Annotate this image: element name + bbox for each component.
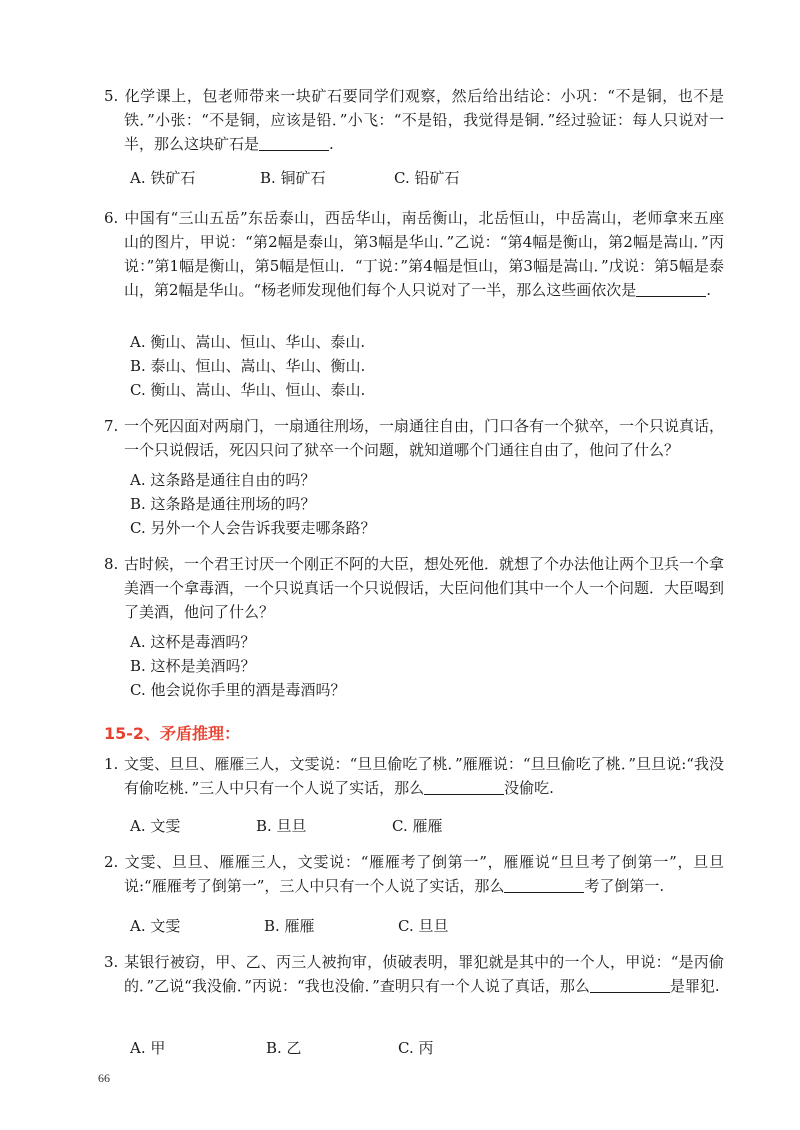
option-b: B. 雁雁 — [264, 917, 315, 935]
question-number: 8. — [104, 555, 119, 573]
option-c: C. 旦旦 — [398, 917, 449, 935]
answer-blank[interactable] — [259, 134, 329, 151]
option-c: C. 另外一个人会告诉我要走哪条路？ — [130, 519, 376, 537]
question-text-end: 考了倒第一. — [584, 877, 665, 895]
question-number: 5. — [104, 87, 119, 105]
option-a: A. 铁矿石 — [130, 169, 196, 187]
question-text-end: 没偷吃. — [504, 779, 554, 797]
question-number: 1. — [104, 755, 119, 773]
question-text: 文雯、旦旦、雁雁三人，文雯说：“雁雁考了倒第一”，雁雁说“旦旦考了倒第一”，旦旦说:“雁雁考了倒第一”，三人中只有一个人说了实话，那么 — [124, 853, 724, 895]
option-c: C. 他会说你手里的酒是毒酒吗？ — [130, 681, 346, 699]
answer-blank[interactable] — [504, 876, 584, 893]
section-question-1 — [104, 752, 724, 800]
option-a: A. 这杯是毒酒吗？ — [130, 633, 256, 651]
answer-blank[interactable] — [590, 976, 670, 993]
question-7-options — [130, 468, 690, 540]
section-question-2 — [104, 850, 724, 898]
section-question-1-options — [130, 814, 690, 838]
option-b: B. 这杯是美酒吗？ — [130, 657, 256, 675]
question-text: 古时候，一个君王讨厌一个刚正不阿的大臣，想处死他．就想了个办法他让两个卫兵一个拿美酒一个拿毒酒，一个只说真话一个只说假话，大臣问他们其中一个人一个问题．大臣喝到了美酒，他问了什么？ — [124, 555, 725, 621]
question-text-end: . — [329, 135, 334, 153]
option-b: B. 这条路是通往刑场的吗？ — [130, 495, 316, 513]
question-number: 2. — [104, 853, 119, 871]
option-b: B. 铜矿石 — [260, 169, 326, 187]
question-number: 6. — [104, 209, 119, 227]
option-a: A. 甲 — [130, 1039, 166, 1057]
question-7 — [104, 414, 724, 462]
option-a: A. 这条路是通往自由的吗？ — [130, 471, 316, 489]
option-b: B. 泰山、恒山、嵩山、华山、衡山. — [130, 357, 366, 375]
question-number: 7. — [104, 417, 119, 435]
question-text: 一个死囚面对两扇门，一扇通往刑场，一扇通往自由，门口各有一个狱卒，一个只说真话，一个只说假话，死囚只问了狱卒一个问题，就知道哪个门通往自由了，他问了什么？ — [124, 417, 725, 459]
question-text-end: 是罪犯. — [669, 977, 720, 995]
answer-blank[interactable] — [636, 280, 706, 297]
section-question-3-options — [130, 1036, 690, 1060]
option-c: C. 铅矿石 — [394, 169, 460, 187]
option-c: C. 衡山、嵩山、华山、恒山、泰山. — [130, 381, 366, 399]
option-b: B. 旦旦 — [256, 817, 307, 835]
question-8 — [104, 552, 724, 624]
question-text: 某银行被窃，甲、乙、丙三人被拘审，侦破表明，罪犯就是其中的一个人，甲说：“是丙偷的．”乙说“我没偷．”丙说：“我也没偷．”查明只有一个人说了真话，那么 — [124, 953, 724, 995]
question-text-end: . — [706, 281, 711, 299]
option-a: A. 衡山、嵩山、恒山、华山、泰山. — [130, 333, 366, 351]
section-title: 15-2、矛盾推理： — [104, 724, 241, 743]
question-text: 化学课上，包老师带来一块矿石要同学们观察，然后给出结论：小巩：“不是铜，也不是铁．”小张：“不是铜，应该是铅．”小飞：“不是铅，我觉得是铜．”经过验证：每人只说对一半，那么这块矿石是 — [124, 87, 724, 153]
option-b: B. 乙 — [266, 1039, 302, 1057]
answer-blank[interactable] — [424, 778, 504, 795]
option-c: C. 雁雁 — [392, 817, 443, 835]
option-c: C. 丙 — [398, 1039, 434, 1057]
section-question-2-options — [130, 914, 690, 938]
option-a: A. 文雯 — [130, 917, 181, 935]
question-6 — [104, 206, 724, 302]
question-8-options — [130, 630, 690, 702]
question-5 — [104, 84, 724, 156]
question-text: 文雯、旦旦、雁雁三人，文雯说：“旦旦偷吃了桃．”雁雁说：“旦旦偷吃了桃．”旦旦说:“我没有偷吃桃．”三人中只有一个人说了实话，那么 — [124, 755, 724, 797]
page-number: 66 — [98, 1071, 110, 1085]
section-question-3 — [104, 950, 724, 998]
question-5-options — [130, 166, 690, 190]
question-number: 3. — [104, 953, 119, 971]
question-text: 中国有“三山五岳”东岳泰山，西岳华山，南岳衡山，北岳恒山，中岳嵩山，老师拿来五座山的图片，甲说：“第2幅是泰山，第3幅是华山．”乙说：“第4幅是衡山，第2幅是嵩山．”丙说：”第1幅是衡山，第5幅是恒山．“丁说：”第4幅是恒山，第3幅是嵩山．”戊说：第5幅是泰山，第2幅是华山。“杨老师发现他们每个人只说对了一半，那么这些画依次是 — [124, 209, 724, 299]
question-6-options — [130, 330, 690, 402]
option-a: A. 文雯 — [130, 817, 181, 835]
